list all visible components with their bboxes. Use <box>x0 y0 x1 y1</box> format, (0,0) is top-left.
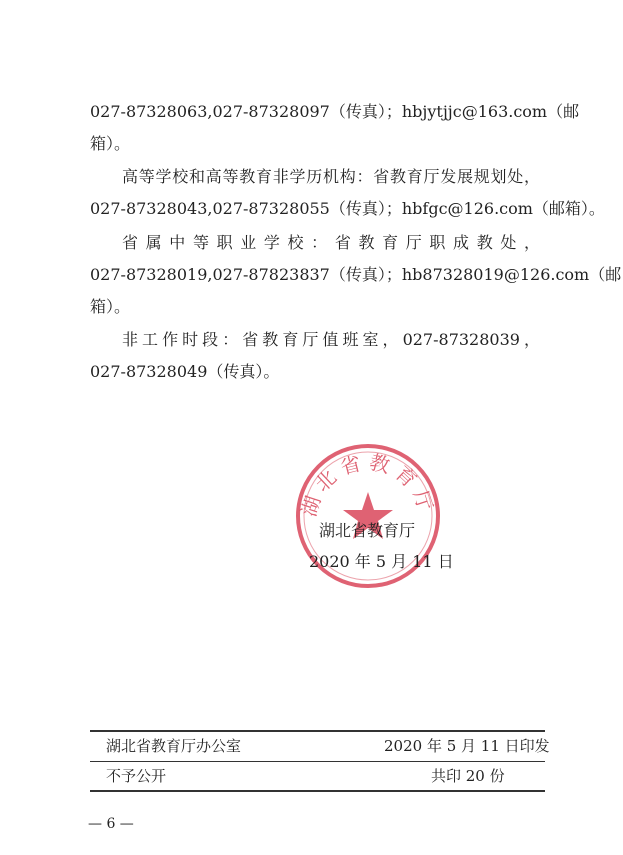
body-line-9: 027-87328049（传真）。 <box>90 362 280 381</box>
signature-date: 2020 年 5 月 11 日 <box>309 552 454 571</box>
footer-top-rule <box>90 730 545 732</box>
footer-issuer: 湖北省教育厅办公室 <box>106 737 242 755</box>
footer-copies: 共印 20 份 <box>431 767 505 785</box>
body-line-5: 省属中等职业学校：省教育厅职成教处， <box>122 233 540 252</box>
body-line-3: 高等学校和高等教育非学历机构：省教育厅发展规划处， <box>122 167 540 186</box>
page-number: — 6 — <box>88 816 134 832</box>
body-line-6: 027-87328019,027-87823837（传真）；hb87328019@126.com（邮 <box>90 265 622 284</box>
signature-org: 湖北省教育厅 <box>319 521 416 540</box>
body-line-7: 箱）。 <box>90 297 131 316</box>
footer-issue-date: 2020 年 5 月 11 日印发 <box>384 737 550 755</box>
body-line-8: 非工作时段：省教育厅值班室，027-87328039， <box>122 330 540 349</box>
body-line-4: 027-87328043,027-87328055（传真）；hbfgc@126.com（邮箱）。 <box>90 199 605 218</box>
body-line-1: 027-87328063,027-87328097（传真）；hbjytjjc@163.com（邮 <box>90 102 580 121</box>
footer-bottom-rule <box>90 790 545 792</box>
seal-text: 湖北省教育厅 <box>296 449 440 520</box>
body-line-2: 箱）。 <box>90 134 131 153</box>
footer-disclosure: 不予公开 <box>106 767 167 785</box>
footer-middle-rule <box>90 761 545 762</box>
